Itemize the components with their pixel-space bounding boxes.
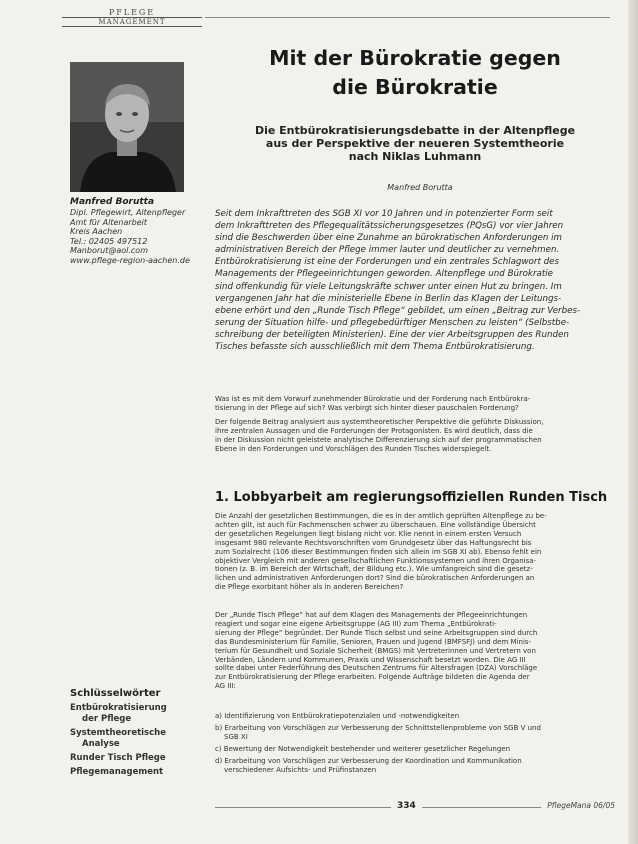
paragraph-line: die Pflege exorbitant höher als in anderen Bereichen? bbox=[215, 583, 404, 592]
journal-masthead bbox=[62, 8, 202, 27]
paragraph-line: reagiert und sogar eine eigene Arbeitsgruppe (AG III) zum Thema „Entbürokrati- bbox=[215, 619, 497, 628]
list-item-line: b) Erarbeitung von Vorschlägen zur Verbesserung der Schnittstellenprobleme von SGB V und bbox=[215, 723, 541, 732]
abstract-line: Managements der Pflegeeinrichtungen geworden. Altenpflege und Bürokratie bbox=[215, 269, 554, 280]
paragraph-line: der gesetzlichen Regelungen liegt bislang nicht vor. Klie nennt in einem ersten Versuch bbox=[215, 529, 522, 538]
list-item bbox=[215, 724, 615, 742]
keyword-line: Pflegemanagement bbox=[70, 767, 164, 777]
subtitle-line: nach Niklas Luhmann bbox=[348, 150, 482, 163]
paragraph-line: Ebene in den Forderungen und Vorschlägen des Runden Tisches widerspiegelt. bbox=[215, 444, 492, 453]
article-abstract bbox=[215, 208, 615, 353]
keyword-line: der Pflege bbox=[82, 714, 132, 724]
issue-label: PflegeMana 06/05 bbox=[541, 801, 615, 810]
list-item-line: d) Erarbeitung von Vorschlägen zur Verbesserung der Koordination und Kommunikation bbox=[215, 756, 522, 765]
abstract-line: ebene erhört und den „Runde Tisch Pflege“ gebildet, um einen „Beitrag zur Verbes- bbox=[215, 305, 581, 316]
list-item-line: c) Bewertung der Notwendigkeit bestehender und weiterer gesetzlicher Regelungen bbox=[215, 744, 511, 753]
paragraph-line: AG III: bbox=[215, 682, 236, 691]
author-district: Kreis Aachen bbox=[70, 227, 123, 236]
abstract-line: schreibung der beteiligten Ministerien). Eine der vier Arbeitsgruppen des Runden bbox=[215, 329, 569, 340]
paragraph-line: das Bundesministerium für Familie, Senioren, Frauen und Jugend (BMFSFJ) und dem Minis- bbox=[215, 637, 532, 646]
page-binding-shadow bbox=[628, 0, 638, 844]
author-title: Dipl. Pflegewirt, Altenpfleger bbox=[70, 208, 186, 217]
intro-paragraph bbox=[215, 395, 615, 413]
article-subtitle bbox=[215, 124, 615, 163]
title-line: Mit der Bürokratie gegen bbox=[269, 46, 561, 70]
list-item-line: SGB XI bbox=[224, 732, 248, 741]
author-name: Manfred Borutta bbox=[70, 197, 155, 207]
section-heading: 1. Lobbyarbeit am regierungsoffiziellen Runden Tisch bbox=[215, 490, 608, 505]
paragraph-line: tisierung in der Pflege auf sich? Was verbirgt sich hinter dieser pauschalen Forderung? bbox=[215, 403, 519, 412]
paragraph-line: Der „Runde Tisch Pflege“ hat auf dem Klagen des Managements der Pflegeeinrichtungen bbox=[215, 611, 528, 619]
author-website: www.pflege-region-aachen.de bbox=[70, 255, 190, 265]
paragraph-line: sollte dabei unter Federführung des Deutschen Zentrums für Altersfragen (DZA) Vorschläge bbox=[215, 664, 538, 673]
keyword-item bbox=[70, 753, 200, 764]
abstract-line: serung der Situation hilfe- und pflegebedürftiger Menschen zu leisten“ (Selbstbe- bbox=[215, 317, 570, 328]
article-byline: Manfred Borutta bbox=[387, 183, 453, 192]
keyword-item bbox=[70, 767, 200, 778]
title-line: die Bürokratie bbox=[332, 75, 498, 99]
author-email: Manborut@aol.com bbox=[70, 246, 148, 255]
abstract-line: sind die Beschwerden über eine Zunahme an bürokratischen Anforderungen im bbox=[215, 233, 562, 244]
abstract-line: administrativen Bereich der Pflege immer lauter und deutlicher zu vernehmen. bbox=[215, 245, 560, 256]
keyword-line: Entbürokratisierung bbox=[70, 703, 167, 713]
list-item bbox=[215, 757, 615, 775]
paragraph-line: achten gilt, ist auch für Fachmenschen schwer zu überschauen. Eine vollständige Übersicht bbox=[215, 520, 536, 529]
author-office: Amt für Altenarbeit bbox=[70, 217, 148, 227]
body-paragraph bbox=[215, 512, 615, 592]
abstract-line: Seit dem Inkrafttreten des SGB XI vor 10 Jahren und in potenzierter Form seit bbox=[215, 209, 553, 219]
paragraph-line: Verbänden, Ländern und Kommunen, Praxis und Wissenschaft besetzt worden. Die AG III bbox=[215, 655, 526, 664]
paragraph-line: Die Anzahl der gesetzlichen Bestimmungen, die es in der amtlich geprüften Altenpflege zu be- bbox=[215, 512, 547, 520]
keyword-line: Analyse bbox=[82, 739, 120, 749]
agenda-list bbox=[215, 712, 615, 777]
paragraph-line: tionen (z. B. im Bereich der Wirtschaft, der Bildung etc.). Wie umfangreich sind die gesetz- bbox=[215, 565, 533, 574]
abstract-line: Tisches befasste sich ausschließlich mit dem Thema Entbürokratisierung. bbox=[215, 342, 535, 353]
list-item-line: a) Identifizierung von Entbürokratiepotenzialen und -notwendigkeiten bbox=[215, 712, 460, 720]
keyword-line: Systemtheoretische bbox=[70, 728, 166, 738]
author-photo bbox=[70, 62, 184, 192]
author-portrait-image bbox=[70, 62, 184, 192]
keywords-box bbox=[70, 688, 200, 781]
paragraph-line: objektiver Vergleich mit anderen gesellschaftlichen Funktionssystemen und ihren Organisa- bbox=[215, 556, 537, 565]
paragraph-line: lichen und administrativen Anforderungen dort? Sind die bürokratischen Anforderungen an bbox=[215, 574, 535, 583]
paragraph-line: Was ist es mit dem Vorwurf zunehmender Bürokratie und der Forderung nach Entbürokra- bbox=[215, 395, 531, 403]
masthead-rule bbox=[205, 17, 610, 18]
page-number: 334 bbox=[391, 801, 422, 811]
list-item-line: verschiedener Aufsichts- und Prüfinstanzen bbox=[224, 765, 377, 774]
masthead-line1: PFLEGE bbox=[108, 8, 156, 17]
list-item bbox=[215, 745, 615, 754]
subtitle-line: Die Entbürokratisierungsdebatte in der Altenpflege bbox=[254, 124, 576, 137]
masthead-line2: MANAGEMENT bbox=[62, 17, 202, 27]
keyword-line: Runder Tisch Pflege bbox=[70, 753, 166, 763]
author-phone: Tel.: 02405 497512 bbox=[70, 236, 148, 246]
paragraph-line: sierung der Pflege“ begründet. Der Runde Tisch selbst und seine Arbeitsgruppen sind durch bbox=[215, 628, 538, 637]
paragraph-line: Der folgende Beitrag analysiert aus systemtheoretischer Perspektive die geführte Diskussion, bbox=[215, 418, 544, 426]
paragraph-line: insgesamt 980 relevante Rechtsvorschriften vom Grundgesetz über das Haftungsrecht bis bbox=[215, 538, 532, 547]
paragraph-line: ihre zentralen Aussagen und die Forderungen der Protagonisten. Es wird deutlich, dass die bbox=[215, 426, 533, 435]
page-footer bbox=[215, 801, 615, 815]
author-info bbox=[70, 197, 200, 265]
abstract-line: sind offenkundig für viele Leitungskräfte schwer unter einen Hut zu bringen. Im bbox=[215, 281, 562, 292]
abstract-line: vergangenen Jahr hat die ministerielle Ebene in Berlin das Klagen der Leitungs- bbox=[215, 293, 562, 304]
paragraph-line: zur Entbürokratisierung der Pflege erarbeiten. Folgende Aufträge bildeten die Agenda der bbox=[215, 673, 530, 682]
paragraph-line: terium für Gesundheit und Soziale Sicherheit (BMGS) mit Vertreterinnen und Vertretern von bbox=[215, 646, 536, 655]
keyword-item bbox=[70, 703, 200, 725]
abstract-line: Entbürokratisierung ist eine der Forderungen und ein zentrales Schlagwort des bbox=[215, 257, 559, 268]
keyword-item bbox=[70, 728, 200, 750]
intro-paragraph bbox=[215, 418, 615, 454]
article-title bbox=[215, 44, 615, 102]
paragraph-line: zum Sozialrecht (106 dieser Bestimmungen finden sich allein im SGB XI ab). Ebenso fehlt ein bbox=[215, 547, 542, 556]
subtitle-line: aus der Perspektive der neueren Systemtheorie bbox=[265, 137, 565, 150]
keywords-title: Schlüsselwörter bbox=[70, 688, 161, 699]
abstract-line: dem Inkrafttreten des Pflegequalitätssicherungsgesetzes (PQsG) vor vier Jahren bbox=[215, 221, 564, 232]
list-item bbox=[215, 712, 615, 721]
body-paragraph bbox=[215, 611, 615, 691]
paragraph-line: in der Diskussion nicht geleistete analytische Differenzierung sich auf der programmatischen bbox=[215, 435, 542, 444]
